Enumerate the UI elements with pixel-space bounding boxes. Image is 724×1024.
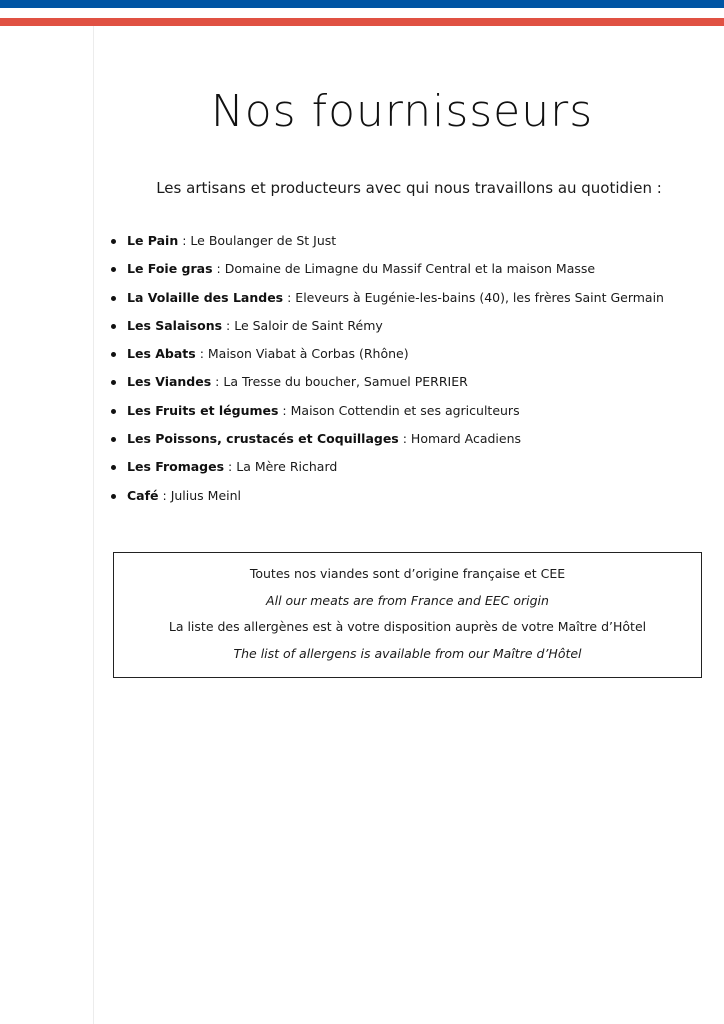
supplier-separator: : [398, 431, 411, 447]
supplier-separator: : [195, 346, 208, 362]
list-item [110, 259, 710, 287]
supplier-category: Les Viandes [127, 374, 212, 390]
supplier-category: Le Pain [127, 233, 179, 248]
supplier-name: Domaine de Limagne du Massif Central et la maison Masse [224, 261, 596, 277]
supplier-name: Le Saloir de Saint Rémy [234, 317, 383, 333]
supplier-name: Le Boulanger de St Just [190, 233, 337, 248]
notice-origin-fr: Toutes nos viandes sont d’origine française et CEE [249, 566, 566, 581]
supplier-name: Julius Meinl [170, 487, 242, 503]
flag-stripe-blue [0, 0, 724, 8]
supplier-separator: : [278, 402, 291, 418]
supplier-separator: : [211, 374, 224, 390]
supplier-category: Café [127, 487, 159, 503]
list-item [110, 429, 710, 457]
list-item [110, 372, 710, 400]
supplier-category: Les Salaisons [127, 317, 223, 333]
page-title: Nos fournisseurs [210, 86, 594, 137]
list-item [110, 316, 710, 344]
supplier-separator: : [178, 233, 191, 248]
supplier-separator: : [224, 459, 237, 475]
supplier-name: Maison Cottendin et ses agriculteurs [290, 402, 520, 418]
supplier-name: La Mère Richard [236, 459, 338, 475]
supplier-separator: : [283, 289, 296, 305]
notice-box [113, 552, 702, 678]
supplier-name: La Tresse du boucher, Samuel PERRIER [223, 374, 468, 390]
list-item [110, 344, 710, 372]
supplier-category: Les Fromages [127, 459, 225, 475]
list-item [110, 231, 710, 259]
supplier-name: Homard Acadiens [410, 431, 522, 447]
supplier-name: Eleveurs à Eugénie-les-bains (40), les frères Saint Germain [295, 289, 664, 305]
notice-origin-en: All our meats are from France and EEC origin [266, 592, 549, 608]
flag-stripe-red [0, 18, 724, 26]
supplier-list [110, 231, 710, 514]
list-item [110, 288, 710, 316]
supplier-separator: : [222, 317, 235, 333]
supplier-separator: : [158, 487, 171, 503]
supplier-category: Le Foie gras [127, 261, 213, 277]
supplier-category: La Volaille des Landes [127, 289, 284, 305]
notice-allergens-fr: La liste des allergènes est à votre disposition auprès de votre Maître d’Hôtel [168, 619, 647, 634]
list-item [110, 401, 710, 429]
supplier-category: Les Poissons, crustacés et Coquillages [127, 431, 399, 447]
supplier-category: Les Abats [127, 346, 196, 362]
list-item [110, 486, 710, 514]
page-subtitle: Les artisans et producteurs avec qui nous travaillons au quotidien : [156, 179, 662, 197]
list-item [110, 457, 710, 485]
supplier-name: Maison Viabat à Corbas (Rhône) [207, 346, 409, 362]
supplier-separator: : [212, 261, 225, 277]
page-margin-line [93, 26, 94, 1024]
notice-allergens-en: The list of allergens is available from our Maître d’Hôtel [233, 645, 582, 661]
supplier-category: Les Fruits et légumes [127, 402, 279, 418]
